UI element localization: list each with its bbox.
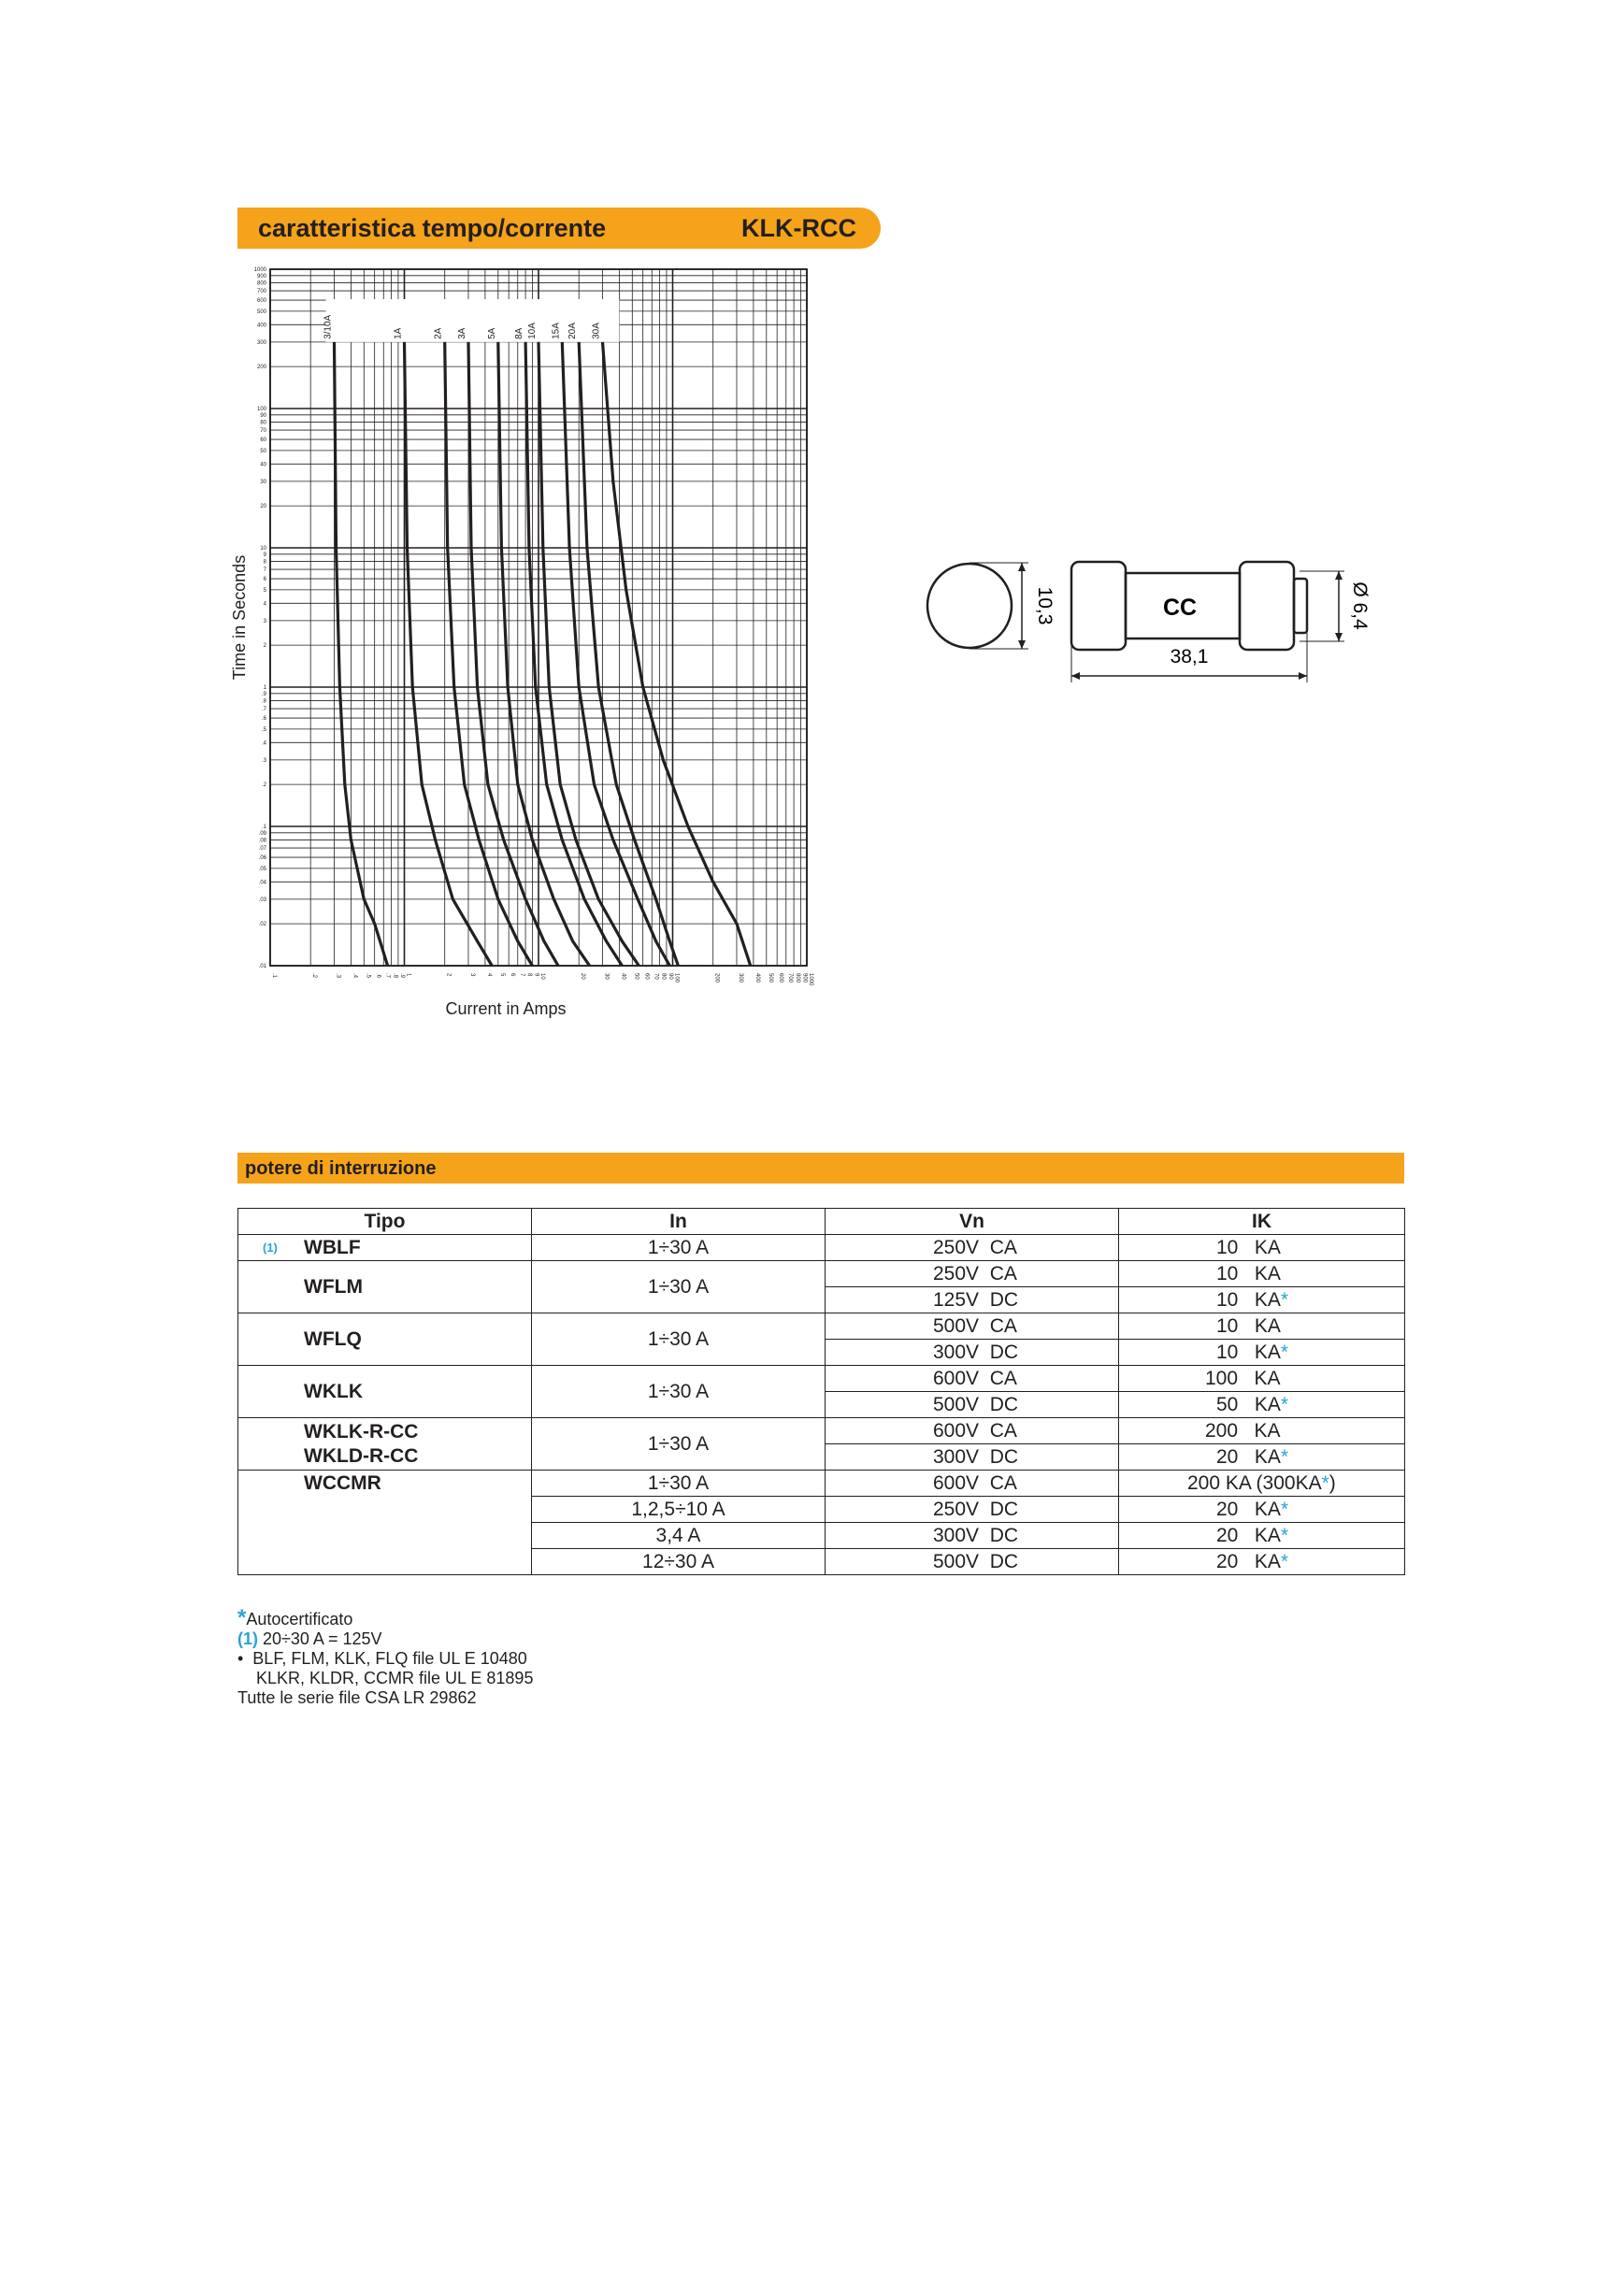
star-marker: * xyxy=(237,1605,247,1630)
note-marker: (1) xyxy=(263,1241,278,1255)
y-tick-label: 1000 xyxy=(253,267,266,273)
y-tick-label: 10 xyxy=(260,546,266,552)
x-axis-label: Current in Amps xyxy=(445,999,567,1018)
ik-value: 10 KA xyxy=(1216,1315,1281,1337)
self-certified-star: * xyxy=(1280,1342,1289,1363)
y-tick-label: 900 xyxy=(256,273,266,280)
curve-label: 1A xyxy=(393,327,404,339)
x-tick-label: .7 xyxy=(384,973,391,979)
vn-cell: 300V DC xyxy=(826,1523,1119,1549)
x-tick-label: 5 xyxy=(498,973,505,977)
ik-cell xyxy=(1119,1261,1405,1287)
x-tick-label: .2 xyxy=(311,973,318,979)
section-title: potere di interruzione xyxy=(245,1158,437,1179)
footnote-text: Autocertificato xyxy=(246,1610,353,1629)
x-tick-label: .5 xyxy=(365,973,371,979)
fuse-curve xyxy=(603,342,751,966)
x-tick-label: 1000 xyxy=(808,973,813,986)
x-tick-label: 6 xyxy=(510,973,516,977)
fuse-curve xyxy=(445,342,533,966)
table-row xyxy=(238,1471,1405,1497)
y-tick-label: 30 xyxy=(260,479,266,485)
y-tick-label: 90 xyxy=(260,412,266,419)
curve-label: 20A xyxy=(567,323,579,339)
y-tick-label: 80 xyxy=(260,420,266,426)
column-header-ik: IK xyxy=(1119,1209,1405,1235)
vn-cell: 500V CA xyxy=(826,1313,1119,1340)
y-tick-label: .07 xyxy=(258,846,266,853)
x-tick-label: 4 xyxy=(485,973,492,977)
tipo-value: WBLF xyxy=(304,1237,361,1258)
x-tick-label: 8 xyxy=(526,973,533,977)
tipo-value: WKLK xyxy=(304,1381,363,1402)
in-cell: 1÷30 A xyxy=(532,1471,826,1497)
footnote-csa: Tutte le serie file CSA LR 29862 xyxy=(237,1688,477,1707)
self-certified-star: * xyxy=(1280,1525,1289,1546)
breaking-capacity-table xyxy=(237,1208,1405,1575)
ik-value: 50 KA xyxy=(1216,1394,1281,1415)
in-cell: 12÷30 A xyxy=(532,1549,826,1575)
y-tick-label: 4 xyxy=(263,601,266,608)
x-tick-label: 50 xyxy=(633,973,639,980)
x-tick-label: 40 xyxy=(620,973,626,980)
curve-label: 3/10A xyxy=(323,314,334,339)
x-tick-label: 70 xyxy=(653,973,659,980)
y-tick-label: 2 xyxy=(263,643,266,650)
y-tick-label: .3 xyxy=(261,757,266,764)
ik-cell xyxy=(1119,1549,1405,1575)
y-tick-label: .03 xyxy=(258,897,266,903)
self-certified-star: * xyxy=(1280,1446,1289,1468)
fuse-end-view xyxy=(927,564,1012,648)
y-tick-label: .09 xyxy=(258,830,266,837)
self-certified-star: * xyxy=(1280,1499,1289,1520)
ik-cell xyxy=(1119,1287,1405,1313)
ik-cell xyxy=(1119,1235,1405,1261)
y-tick-label: .5 xyxy=(261,726,266,733)
footnote-text: 20÷30 A = 125V xyxy=(258,1629,382,1648)
in-cell: 1÷30 A xyxy=(532,1235,826,1261)
vn-cell: 250V CA xyxy=(826,1235,1119,1261)
y-tick-label: 200 xyxy=(256,365,266,371)
self-certified-star: * xyxy=(1280,1289,1289,1311)
x-tick-label: 30 xyxy=(603,973,610,980)
column-header-vn: Vn xyxy=(826,1209,1119,1235)
footnote-ul-2: KLKR, KLDR, CCMR file UL E 81895 xyxy=(237,1669,534,1687)
self-certified-star: * xyxy=(1280,1551,1289,1572)
y-tick-label: 300 xyxy=(256,339,266,346)
in-cell: 1÷30 A xyxy=(532,1261,826,1313)
vn-cell: 250V DC xyxy=(826,1497,1119,1523)
ik-value-end: ) xyxy=(1329,1472,1336,1494)
ik-cell xyxy=(1119,1471,1405,1497)
y-tick-label: .9 xyxy=(261,691,266,697)
y-tick-label: 8 xyxy=(263,559,266,566)
y-tick-label: 7 xyxy=(263,567,266,574)
in-cell: 1,2,5÷10 A xyxy=(532,1497,826,1523)
x-tick-label: 100 xyxy=(673,973,680,983)
section-header-bar xyxy=(237,1153,1404,1184)
x-tick-label: 10 xyxy=(539,973,545,980)
y-tick-label: 5 xyxy=(263,587,266,594)
y-tick-label: 500 xyxy=(256,309,266,315)
y-tick-label: .05 xyxy=(258,866,266,872)
x-tick-label: 900 xyxy=(801,973,808,983)
fuse-curve xyxy=(539,342,639,966)
x-tick-label: .9 xyxy=(398,973,405,979)
table-row xyxy=(238,1366,1405,1392)
tipo-cell xyxy=(238,1418,532,1471)
table-header-row xyxy=(238,1209,1405,1235)
y-tick-label: 9 xyxy=(263,552,266,558)
tipo-value: WKLK-R-CC xyxy=(304,1420,419,1442)
x-tick-label: 700 xyxy=(786,973,793,983)
x-tick-label: .8 xyxy=(392,973,398,979)
ik-cell xyxy=(1119,1366,1405,1392)
y-tick-label: 40 xyxy=(260,462,266,468)
time-current-chart xyxy=(224,260,860,1026)
self-certified-star: * xyxy=(1280,1394,1289,1415)
ik-cell xyxy=(1119,1313,1405,1340)
in-cell: 1÷30 A xyxy=(532,1313,826,1366)
fuse-cap-left xyxy=(1071,562,1126,650)
column-header-in: In xyxy=(532,1209,826,1235)
ik-value: 20 KA xyxy=(1216,1551,1281,1572)
vn-cell: 250V CA xyxy=(826,1261,1119,1287)
x-tick-label: 200 xyxy=(713,973,720,983)
y-tick-label: .7 xyxy=(261,707,266,713)
diameter-label: Ø 6,4 xyxy=(1349,581,1371,630)
tipo-value: WCCMR xyxy=(304,1472,381,1494)
tipo-value: WFLM xyxy=(304,1276,363,1298)
tipo-cell xyxy=(238,1261,532,1313)
chart-header-bar xyxy=(237,208,881,249)
x-tick-label: .1 xyxy=(271,973,277,979)
x-tick-label: .6 xyxy=(375,973,381,979)
in-cell: 1÷30 A xyxy=(532,1418,826,1471)
ik-value: 10 KA xyxy=(1216,1289,1281,1311)
ik-value: 100 KA xyxy=(1205,1368,1281,1389)
y-tick-label: 400 xyxy=(256,323,266,329)
y-tick-label: 3 xyxy=(263,618,266,624)
y-tick-label: .06 xyxy=(258,855,266,862)
length-label: 38,1 xyxy=(1170,646,1209,667)
ik-value: 10 KA xyxy=(1216,1342,1281,1363)
y-tick-label: .6 xyxy=(261,716,266,723)
tipo-cell xyxy=(238,1471,532,1575)
curve-label: 2A xyxy=(433,327,444,339)
footnotes xyxy=(237,1605,534,1708)
table-row xyxy=(238,1235,1405,1261)
in-cell: 3,4 A xyxy=(532,1523,826,1549)
footnote-ul-1: • BLF, FLM, KLK, FLQ file UL E 10480 xyxy=(237,1649,527,1668)
y-tick-label: .04 xyxy=(258,880,266,886)
curve-label: 3A xyxy=(456,327,467,339)
column-header-tipo: Tipo xyxy=(238,1209,532,1235)
x-tick-label: 3 xyxy=(468,973,475,977)
table-row xyxy=(238,1261,1405,1287)
y-tick-label: 700 xyxy=(256,289,266,295)
x-tick-label: .3 xyxy=(335,973,341,979)
y-tick-label: 60 xyxy=(260,438,266,444)
y-tick-label: .02 xyxy=(258,922,266,928)
y-tick-label: 1 xyxy=(263,685,266,691)
fuse-curve xyxy=(335,342,388,966)
x-tick-label: 800 xyxy=(795,973,801,983)
ik-cell xyxy=(1119,1497,1405,1523)
x-tick-label: 80 xyxy=(660,973,667,980)
tipo-cell xyxy=(238,1366,532,1418)
fuse-curve xyxy=(562,342,669,966)
vn-cell: 300V DC xyxy=(826,1444,1119,1471)
x-tick-label: 7 xyxy=(518,973,524,977)
y-tick-label: .4 xyxy=(261,740,266,747)
y-tick-label: 800 xyxy=(256,280,266,287)
x-tick-label: 400 xyxy=(754,973,760,983)
fuse-curve xyxy=(579,342,678,966)
ik-cell xyxy=(1119,1340,1405,1366)
x-tick-label: 500 xyxy=(767,973,773,983)
ik-value: 200 KA xyxy=(1205,1420,1281,1442)
vn-cell: 600V CA xyxy=(826,1471,1119,1497)
ik-value: 10 KA xyxy=(1216,1263,1281,1284)
x-tick-label: 600 xyxy=(778,973,784,983)
vn-cell: 600V CA xyxy=(826,1418,1119,1444)
fuse-curve xyxy=(405,342,493,966)
footnote-autocert xyxy=(237,1605,533,1630)
y-tick-label: .8 xyxy=(261,698,266,705)
ik-value: 20 KA xyxy=(1216,1499,1281,1520)
height-label: 10,3 xyxy=(1034,586,1056,625)
y-axis-label: Time in Seconds xyxy=(230,554,249,681)
x-tick-label: 60 xyxy=(643,973,650,980)
ik-value: 20 KA xyxy=(1216,1525,1281,1546)
vn-cell: 300V DC xyxy=(826,1340,1119,1366)
curve-label: 15A xyxy=(551,323,562,339)
fuse-dimension-drawing xyxy=(916,542,1421,710)
fuse-cap-right xyxy=(1240,562,1294,650)
ik-value: 200 KA (300KA xyxy=(1187,1472,1322,1494)
vn-cell: 600V CA xyxy=(826,1366,1119,1392)
vn-cell: 500V DC xyxy=(826,1549,1119,1575)
chart-title: caratteristica tempo/corrente xyxy=(258,214,607,242)
curve-label: 8A xyxy=(514,327,525,339)
fuse-rejection-tip xyxy=(1294,579,1307,633)
product-code: KLK-RCC xyxy=(741,214,856,242)
tipo-value: WFLQ xyxy=(304,1328,362,1350)
y-tick-label: 50 xyxy=(260,448,266,454)
y-tick-label: 600 xyxy=(256,298,266,305)
x-tick-label: .4 xyxy=(352,973,358,979)
y-tick-label: .08 xyxy=(258,838,266,844)
curve-label: 5A xyxy=(486,327,497,339)
y-tick-label: 100 xyxy=(256,407,266,412)
y-tick-label: 20 xyxy=(260,504,266,510)
x-tick-label: 9 xyxy=(533,973,539,977)
ik-cell xyxy=(1119,1418,1405,1444)
x-tick-label: 1 xyxy=(405,973,411,977)
ik-cell xyxy=(1119,1523,1405,1549)
x-tick-label: 300 xyxy=(737,973,743,983)
x-tick-label: 2 xyxy=(445,973,452,977)
tipo-cell xyxy=(238,1235,532,1261)
ik-value: 20 KA xyxy=(1216,1446,1281,1468)
y-tick-label: .1 xyxy=(261,825,266,830)
ik-cell xyxy=(1119,1444,1405,1471)
y-tick-label: 70 xyxy=(260,428,266,435)
fuse-label: CC xyxy=(1162,595,1198,621)
vn-cell: 125V DC xyxy=(826,1287,1119,1313)
curve-label: 10A xyxy=(527,323,538,339)
x-tick-label: 20 xyxy=(580,973,586,980)
self-certified-star: * xyxy=(1321,1472,1329,1494)
ik-cell xyxy=(1119,1392,1405,1418)
vn-cell: 500V DC xyxy=(826,1392,1119,1418)
curve-label: 30A xyxy=(591,323,602,339)
table-row xyxy=(238,1418,1405,1444)
y-tick-label: 6 xyxy=(263,577,266,583)
in-cell: 1÷30 A xyxy=(532,1366,826,1418)
note-marker: (1) xyxy=(237,1629,258,1648)
x-tick-label: 90 xyxy=(667,973,673,980)
tipo-value-2: WKLD-R-CC xyxy=(304,1444,419,1467)
footnote-1 xyxy=(237,1629,533,1649)
tipo-cell xyxy=(238,1313,532,1366)
ik-value: 10 KA xyxy=(1216,1237,1281,1258)
y-tick-label: .01 xyxy=(258,964,266,969)
y-tick-label: .2 xyxy=(261,782,266,789)
table-row xyxy=(238,1313,1405,1340)
